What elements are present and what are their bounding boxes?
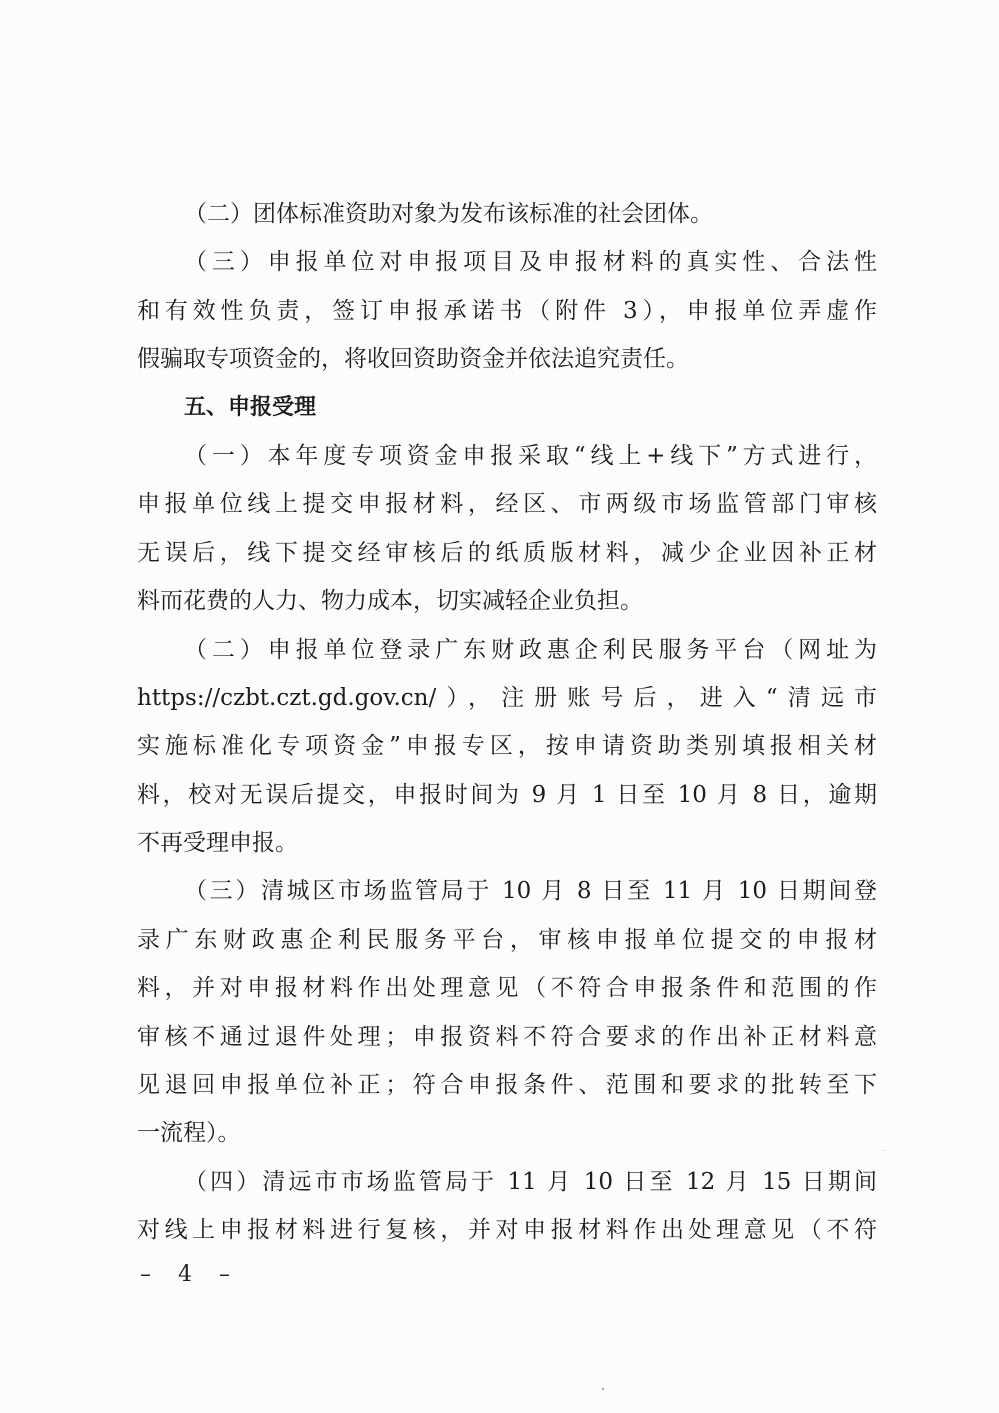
text-line: （三）清城区市场监管局于 10 月 8 日至 11 月 10 日期间登 — [184, 878, 877, 905]
text-line: 一流程）。 — [137, 1120, 241, 1147]
text-line: 见退回申报单位补正；符合申报条件、范围和要求的批转至下 — [137, 1072, 877, 1099]
text-line: 无误后，线下提交经审核后的纸质版材料，减少企业因补正材 — [137, 539, 877, 566]
text-line: 不再受理申报。 — [137, 830, 298, 857]
document-body — [137, 190, 877, 1255]
text-line: （二）团体标准资助对象为发布该标准的社会团体。 — [184, 201, 713, 227]
text-line: 料而花费的人力、物力成本，切实减轻企业负担。 — [137, 588, 643, 615]
text-line: 申报单位线上提交申报材料，经区、市两级市场监管部门审核 — [137, 491, 877, 518]
text-line: 和有效性负责，签订申报承诺书（附件 3），申报单位弄虚作 — [137, 297, 877, 324]
text-line: （二）申报单位登录广东财政惠企利民服务平台（网址为 — [184, 636, 877, 663]
text-line: 料，并对申报材料作出处理意见（不符合申报条件和范围的作 — [137, 975, 877, 1002]
text-line: （四）清远市市场监管局于 11 月 10 日至 12 月 15 日期间 — [184, 1168, 877, 1195]
text-line: 实施标准化专项资金”申报专区，按申请资助类别填报相关材 — [137, 733, 877, 760]
scan-speck — [884, 1150, 885, 1151]
text-line: 对线上申报材料进行复核，并对申报材料作出处理意见（不符 — [137, 1217, 877, 1244]
text-line: 审核不通过退件处理；申报资料不符合要求的作出补正材料意 — [137, 1023, 877, 1050]
text-line: https://czbt.czt.gd.gov.cn/），注册账号后，进入“清远市 — [137, 684, 877, 711]
text-line: 录广东财政惠企利民服务平台，审核申报单位提交的申报材 — [137, 926, 877, 953]
scan-speck — [602, 1388, 604, 1390]
text-line: 料，校对无误后提交，申报时间为 9 月 1 日至 10 月 8 日，逾期 — [137, 781, 877, 808]
text-line: （三）申报单位对申报项目及申报材料的真实性、合法性 — [184, 249, 877, 276]
text-line: （一）本年度专项资金申报采取“线上+线下”方式进行， — [184, 442, 877, 469]
section-heading: 五、申报受理 — [184, 394, 317, 420]
page-number: – 4 – — [140, 1262, 240, 1287]
text-line: 假骗取专项资金的，将收回资助资金并依法追究责任。 — [137, 346, 689, 373]
